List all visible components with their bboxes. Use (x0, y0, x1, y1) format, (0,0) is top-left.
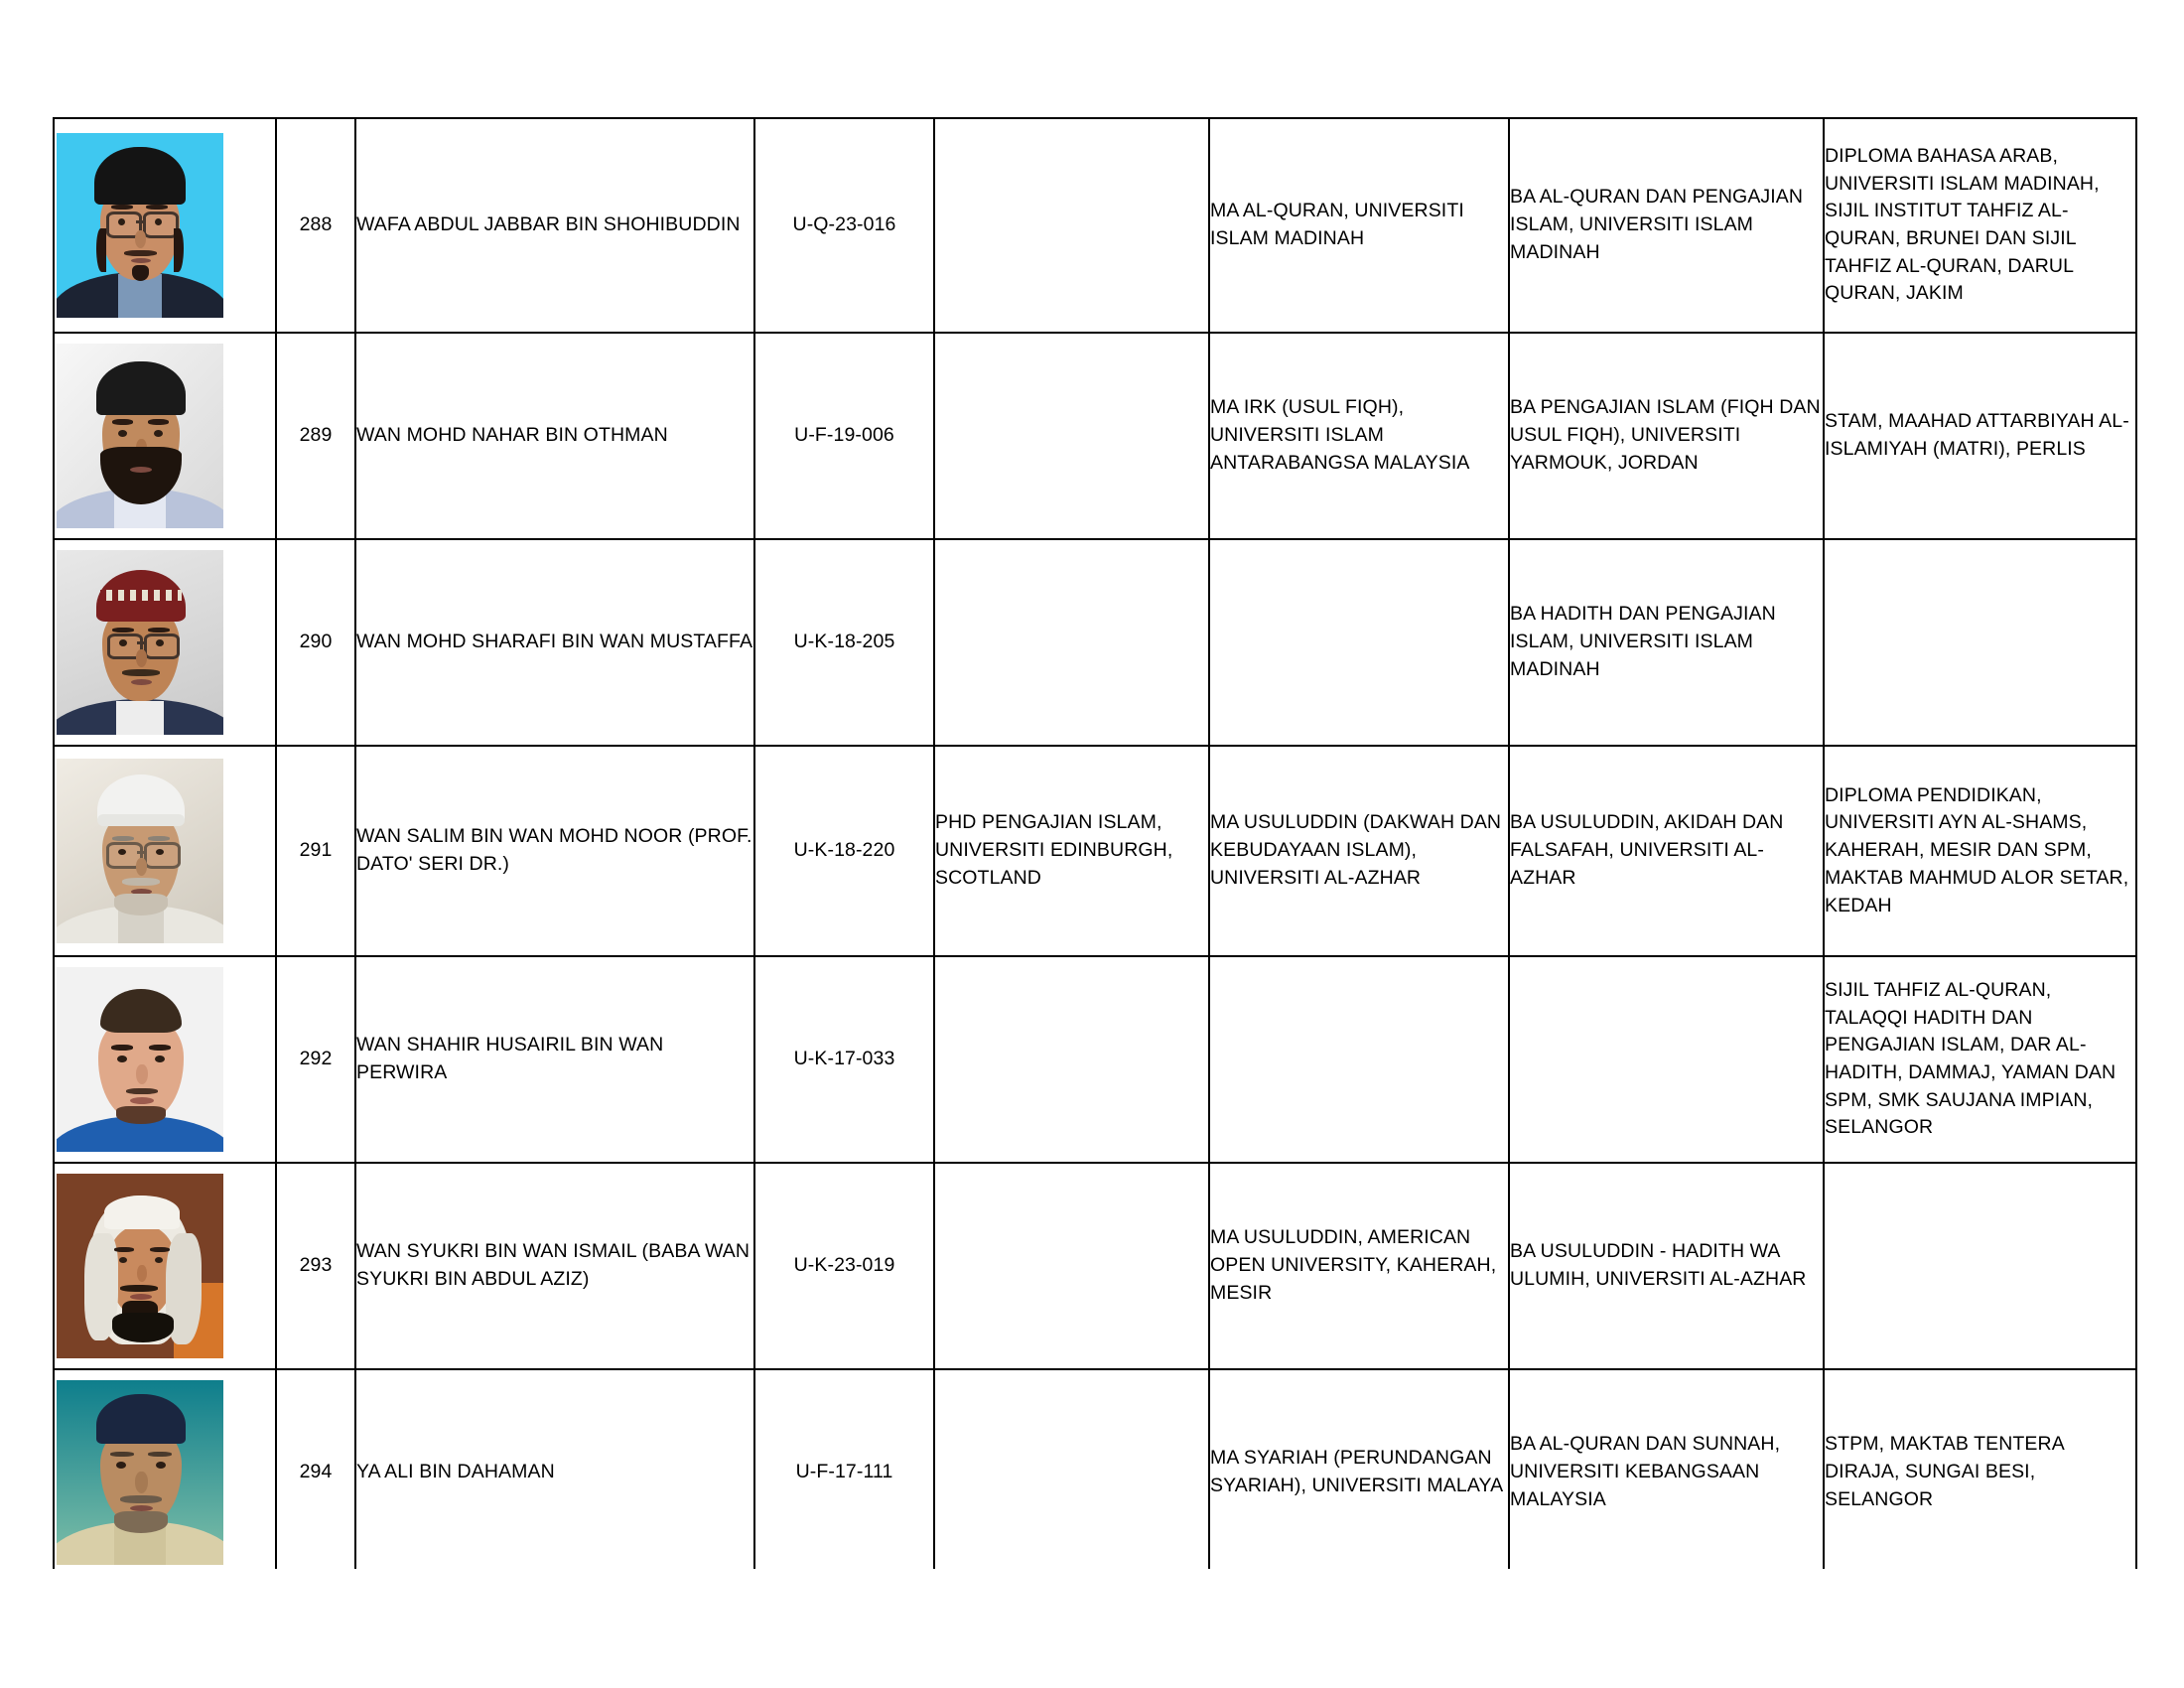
qualification-ma-text: MA USULUDDIN (DAKWAH DAN KEBUDAYAAN ISLAM), UNIVERSITI AL-AZHAR (1210, 811, 1502, 889)
qualification-other (1824, 1163, 2136, 1369)
person-name (355, 118, 754, 333)
qualification-ma-text: MA IRK (USUL FIQH), UNIVERSITI ISLAM ANTARABANGSA MALAYSIA (1210, 396, 1470, 474)
qualification-phd (934, 1163, 1209, 1369)
person-id: U-K-17-033 (754, 956, 934, 1163)
portrait-photo (57, 1380, 223, 1565)
person-name (355, 333, 754, 539)
qualification-ba-text: BA PENGAJIAN ISLAM (FIQH DAN USUL FIQH), UNIVERSITI YARMOUK, JORDAN (1510, 396, 1821, 474)
portrait-cell (54, 956, 276, 1163)
portrait-photo (57, 759, 223, 943)
person-id: U-Q-23-016 (754, 118, 934, 333)
qualification-other (1824, 746, 2136, 956)
qualification-ma-text: MA USULUDDIN, AMERICAN OPEN UNIVERSITY, KAHERAH, MESIR (1210, 1226, 1497, 1304)
person-id: U-K-18-220 (754, 746, 934, 956)
row-number: 292 (276, 956, 355, 1163)
table-row (54, 333, 2136, 539)
qualification-other-text: DIPLOMA BAHASA ARAB, UNIVERSITI ISLAM MADINAH, SIJIL INSTITUT TAHFIZ AL-QURAN, BRUNEI DAN SIJIL TAHFIZ AL-QURAN, DARUL QURAN, JAKIM (1825, 144, 2100, 305)
roster-table-body (54, 118, 2136, 1576)
table-row (54, 746, 2136, 956)
portrait-photo (57, 133, 223, 318)
portrait-cell (54, 1163, 276, 1369)
portrait-cell (54, 118, 276, 333)
qualification-ba (1509, 1163, 1824, 1369)
qualification-ma (1209, 746, 1509, 956)
qualification-other (1824, 118, 2136, 333)
row-number: 291 (276, 746, 355, 956)
person-name (355, 1163, 754, 1369)
portrait-photo (57, 344, 223, 528)
table-row (54, 1369, 2136, 1576)
qualification-ba (1509, 118, 1824, 333)
qualification-ba-text: BA AL-QURAN DAN SUNNAH, UNIVERSITI KEBANGSAAN MALAYSIA (1510, 1433, 1781, 1510)
portrait-cell (54, 333, 276, 539)
qualification-ma (1209, 118, 1509, 333)
person-name-text: WAN MOHD NAHAR BIN OTHMAN (356, 424, 668, 447)
person-name (355, 539, 754, 746)
qualification-ba-text: BA USULUDDIN - HADITH WA ULUMIH, UNIVERSITI AL-AZHAR (1510, 1240, 1807, 1290)
qualification-ba (1509, 956, 1824, 1163)
qualification-other-text: STPM, MAKTAB TENTERA DIRAJA, SUNGAI BESI, SELANGOR (1825, 1433, 2064, 1510)
table-row (54, 539, 2136, 746)
person-id: U-F-19-006 (754, 333, 934, 539)
person-id: U-K-18-205 (754, 539, 934, 746)
row-number: 289 (276, 333, 355, 539)
qualification-phd (934, 746, 1209, 956)
qualification-ma-text: MA AL-QURAN, UNIVERSITI ISLAM MADINAH (1210, 200, 1464, 249)
row-number: 288 (276, 118, 355, 333)
table-row (54, 1163, 2136, 1369)
qualification-phd-text: PHD PENGAJIAN ISLAM, UNIVERSITI EDINBURGH, SCOTLAND (935, 811, 1173, 889)
row-number: 290 (276, 539, 355, 746)
qualification-phd (934, 1369, 1209, 1576)
portrait-cell (54, 539, 276, 746)
person-name (355, 1369, 754, 1576)
qualification-ma-text: MA SYARIAH (PERUNDANGAN SYARIAH), UNIVERSITI MALAYA (1210, 1447, 1504, 1496)
qualification-other-text: SIJIL TAHFIZ AL-QURAN, TALAQQI HADITH DAN PENGAJIAN ISLAM, DAR AL-HADITH, DAMMAJ, YAMAN DAN SPM, SMK SAUJANA IMPIAN, SELANGOR (1825, 978, 2116, 1139)
qualification-ma (1209, 1369, 1509, 1576)
qualification-ba-text: BA HADITH DAN PENGAJIAN ISLAM, UNIVERSITI ISLAM MADINAH (1510, 603, 1776, 680)
qualification-ma (1209, 1163, 1509, 1369)
qualification-phd (934, 118, 1209, 333)
qualification-phd (934, 956, 1209, 1163)
qualification-ba (1509, 1369, 1824, 1576)
table-row (54, 118, 2136, 333)
person-name (355, 956, 754, 1163)
person-name-text: WAN SYUKRI BIN WAN ISMAIL (BABA WAN SYUKRI BIN ABDUL AZIZ) (356, 1240, 751, 1290)
qualification-ba (1509, 333, 1824, 539)
qualification-other (1824, 539, 2136, 746)
person-name-text: YA ALI BIN DAHAMAN (356, 1461, 555, 1483)
portrait-photo (57, 1174, 223, 1358)
qualification-ba-text: BA USULUDDIN, AKIDAH DAN FALSAFAH, UNIVERSITI AL-AZHAR (1510, 811, 1784, 889)
qualification-ba (1509, 746, 1824, 956)
page-bottom-margin (0, 1569, 2184, 1688)
portrait-cell (54, 1369, 276, 1576)
qualification-other (1824, 333, 2136, 539)
row-number: 293 (276, 1163, 355, 1369)
table-row (54, 956, 2136, 1163)
person-name-text: WAN SALIM BIN WAN MOHD NOOR (PROF. DATO' SERI DR.) (356, 825, 752, 875)
person-name (355, 746, 754, 956)
roster-table (53, 117, 2137, 1577)
qualification-ba (1509, 539, 1824, 746)
qualification-ba-text: BA AL-QURAN DAN PENGAJIAN ISLAM, UNIVERSITI ISLAM MADINAH (1510, 186, 1804, 263)
qualification-other (1824, 956, 2136, 1163)
person-id: U-F-17-111 (754, 1369, 934, 1576)
person-id: U-K-23-019 (754, 1163, 934, 1369)
qualification-phd (934, 539, 1209, 746)
row-number: 294 (276, 1369, 355, 1576)
qualification-ma (1209, 333, 1509, 539)
qualification-phd (934, 333, 1209, 539)
person-name-text: WAN MOHD SHARAFI BIN WAN MUSTAFFA (356, 631, 753, 653)
roster-table-wrapper (53, 117, 2135, 1577)
person-name-text: WAFA ABDUL JABBAR BIN SHOHIBUDDIN (356, 213, 741, 236)
qualification-other-text: DIPLOMA PENDIDIKAN, UNIVERSITI AYN AL-SHAMS, KAHERAH, MESIR DAN SPM, MAKTAB MAHMUD ALOR SETAR, KEDAH (1825, 783, 2129, 916)
qualification-other-text: STAM, MAAHAD ATTARBIYAH AL-ISLAMIYAH (MATRI), PERLIS (1825, 410, 2129, 460)
person-name-text: WAN SHAHIR HUSAIRIL BIN WAN PERWIRA (356, 1034, 664, 1083)
qualification-ma (1209, 539, 1509, 746)
qualification-other (1824, 1369, 2136, 1576)
qualification-ma (1209, 956, 1509, 1163)
portrait-photo (57, 967, 223, 1152)
portrait-photo (57, 550, 223, 735)
portrait-cell (54, 746, 276, 956)
